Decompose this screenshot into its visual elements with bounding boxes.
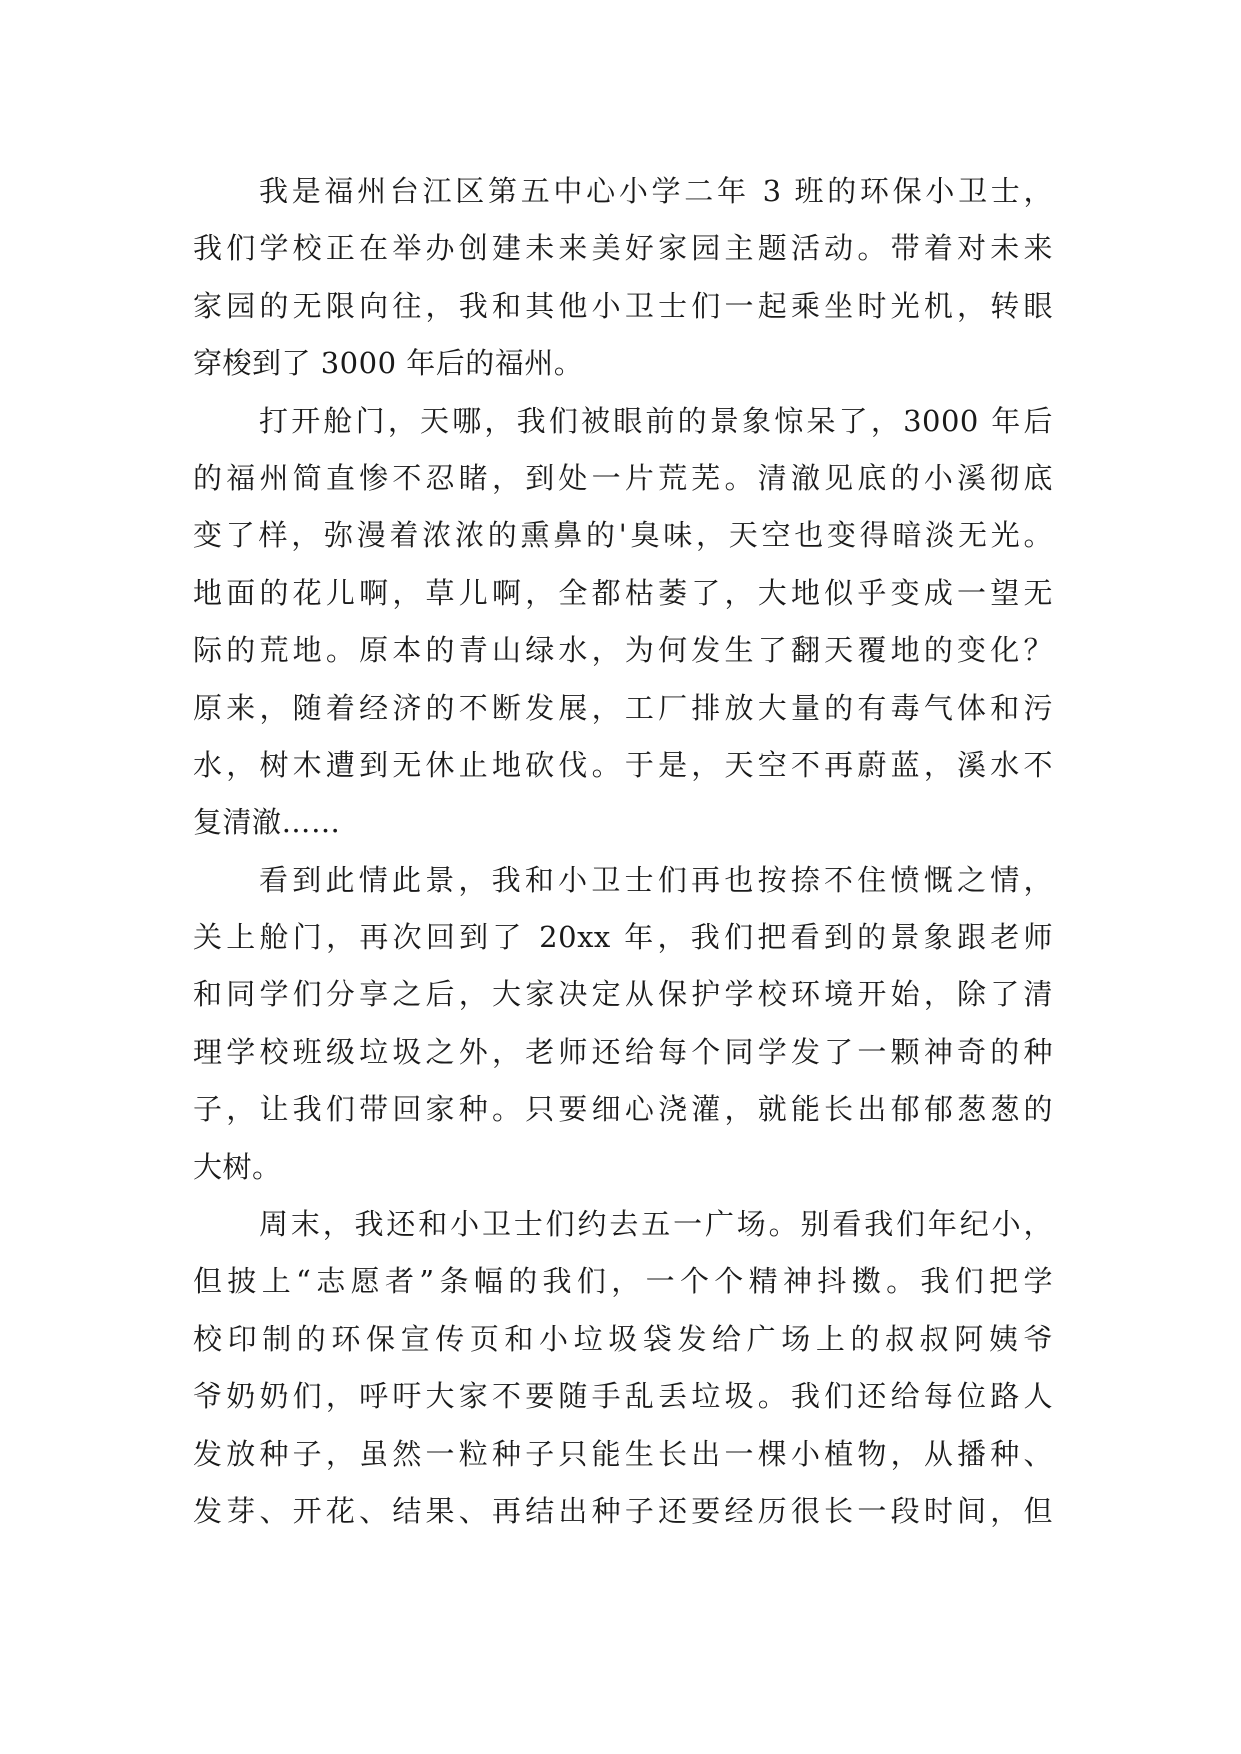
text-line: 关上舱门，再次回到了 20xx 年，我们把看到的景象跟老师 [193, 920, 1053, 955]
text-line: 复清澈…… [193, 805, 341, 840]
text-line: 变了样，弥漫着浓浓的熏鼻的'臭味，天空也变得暗淡无光。 [193, 518, 1053, 553]
text-line: 大树。 [193, 1149, 282, 1184]
text-line: 理学校班级垃圾之外，老师还给每个同学发了一颗神奇的种 [193, 1034, 1053, 1069]
text-line: 的福州简直惨不忍睹，到处一片荒芜。清澈见底的小溪彻底 [193, 460, 1053, 495]
text-line: 我是福州台江区第五中心小学二年 3 班的环保小卫士， [259, 174, 1053, 208]
text-line: 发放种子，虽然一粒种子只能生长出一棵小植物，从播种、 [193, 1436, 1053, 1471]
text-line: 原来，随着经济的不断发展，工厂排放大量的有毒气体和污 [193, 690, 1053, 725]
document-body [193, 163, 1053, 1540]
text-line: 子，让我们带回家种。只要细心浇灌，就能长出郁郁葱葱的 [193, 1092, 1053, 1127]
text-line: 水，树木遭到无休止地砍伐。于是，天空不再蔚蓝，溪水不 [193, 747, 1053, 782]
text-line: 校印制的环保宣传页和小垃圾袋发给广场上的叔叔阿姨爷 [193, 1321, 1053, 1356]
text-line: 穿梭到了 3000 年后的福州。 [193, 346, 584, 381]
text-line: 家园的无限向往，我和其他小卫士们一起乘坐时光机，转眼 [193, 288, 1053, 323]
paragraph-3 [193, 852, 1053, 1196]
text-line: 和同学们分享之后，大家决定从保护学校环境开始，除了清 [193, 977, 1053, 1012]
text-line: 际的荒地。原本的青山绿水，为何发生了翻天覆地的变化？ [193, 633, 1053, 668]
text-line: 看到此情此景，我和小卫士们再也按捺不住愤慨之情， [259, 862, 1053, 897]
text-line: 发芽、开花、结果、再结出种子还要经历很长一段时间，但 [193, 1493, 1053, 1528]
paragraph-4 [193, 1196, 1053, 1540]
text-line: 爷奶奶们，呼吁大家不要随手乱丢垃圾。我们还给每位路人 [193, 1379, 1053, 1414]
text-line: 地面的花儿啊，草儿啊，全都枯萎了，大地似乎变成一望无 [193, 575, 1053, 610]
text-line: 我们学校正在举办创建未来美好家园主题活动。带着对未来 [193, 231, 1053, 266]
paragraph-2 [193, 393, 1053, 852]
text-line: 打开舱门，天哪，我们被眼前的景象惊呆了，3000 年后 [259, 403, 1053, 438]
paragraph-1 [193, 163, 1053, 393]
text-line: 周末，我还和小卫士们约去五一广场。别看我们年纪小， [259, 1207, 1053, 1242]
text-line: 但披上“志愿者”条幅的我们，一个个精神抖擞。我们把学 [193, 1264, 1053, 1299]
